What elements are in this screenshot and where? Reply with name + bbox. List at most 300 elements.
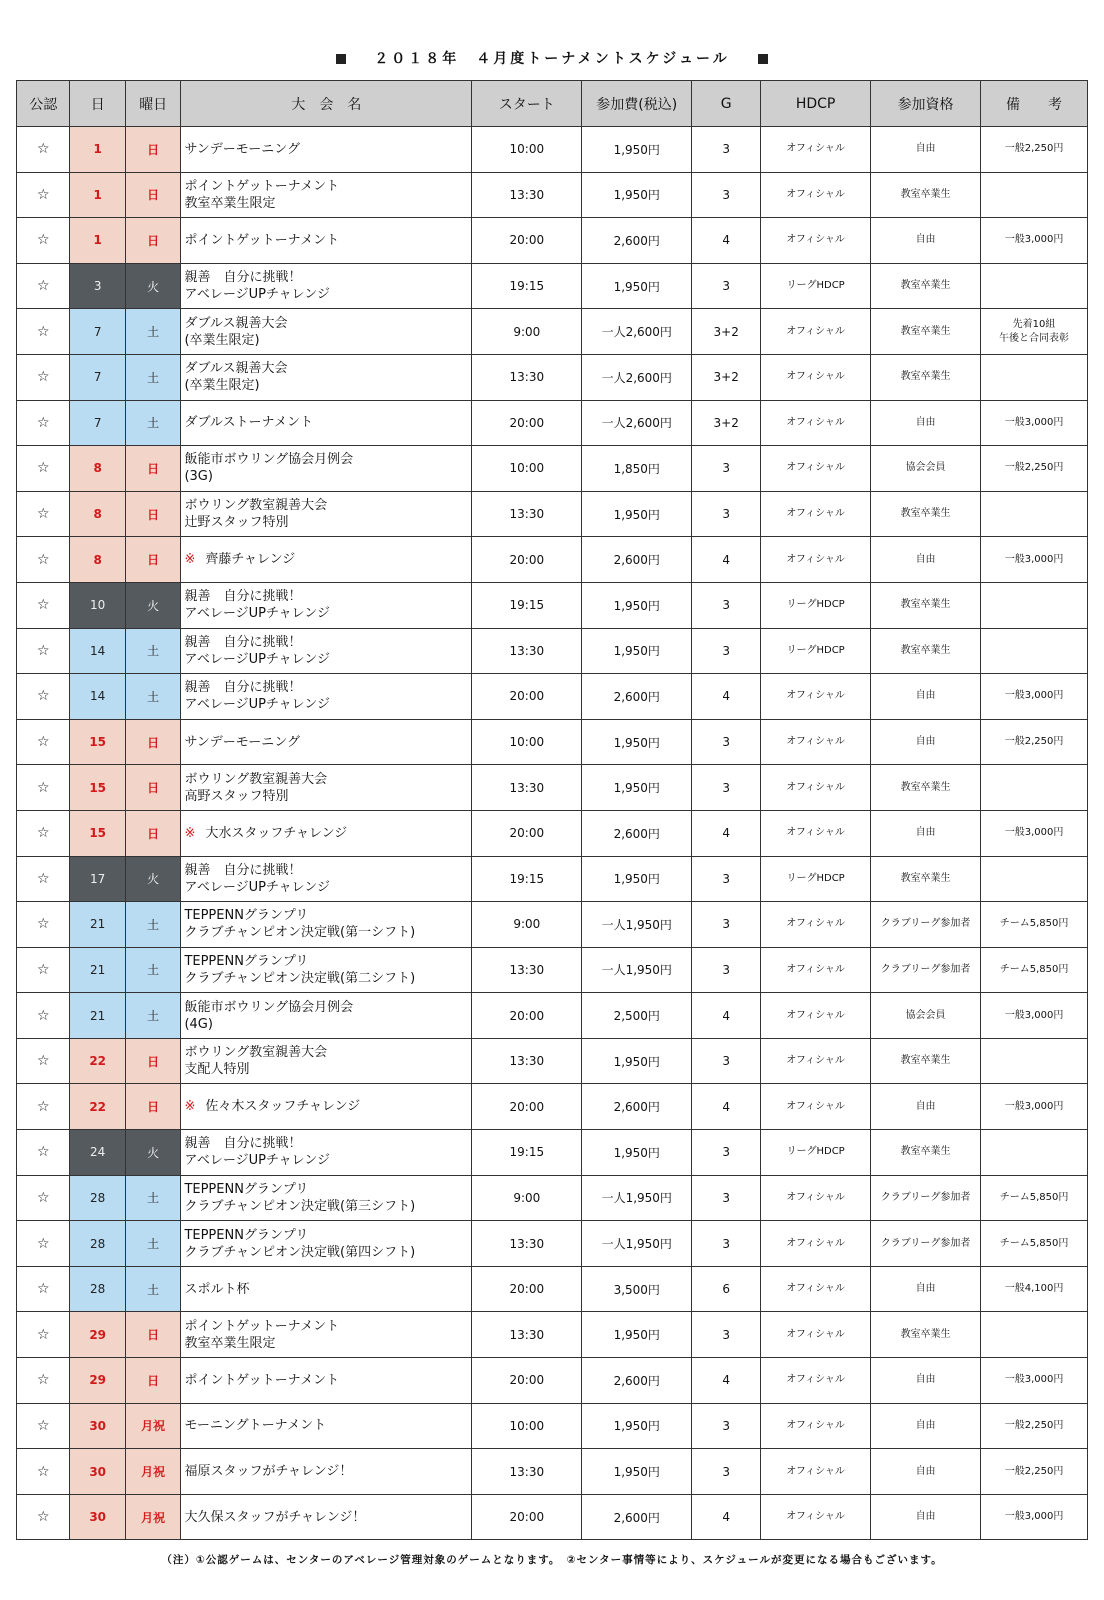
day-cell: 28 [70,1221,126,1267]
weekday-cell: 土 [125,1221,181,1267]
day-cell: 8 [70,491,126,537]
certified-star-icon: ☆ [17,172,70,218]
qualification-cell: 自由 [871,537,981,583]
notes-cell [981,765,1088,811]
hdcp-cell: オフィシャル [761,172,871,218]
games-cell: 4 [692,993,761,1039]
fee-cell: 1,950円 [582,1403,692,1449]
notes-cell [981,1038,1088,1084]
event-name-line: TEPPENNグランプリ [184,908,309,924]
note-line: チーム5,850円 [999,963,1069,975]
qualification-cell: 教室卒業生 [871,582,981,628]
start-time-cell: 10:00 [472,127,582,173]
event-name-line: サンデーモーニング [184,141,301,157]
special-mark: ※ [184,825,196,841]
games-cell: 3 [692,1038,761,1084]
weekday-cell: 日 [125,1358,181,1404]
event-name-line: ダブルストーナメント [184,415,314,431]
games-cell: 3+2 [692,354,761,400]
start-time-cell: 9:00 [472,309,582,355]
notes-cell [981,902,1088,948]
notes-cell [981,947,1088,993]
start-time-cell: 13:30 [472,172,582,218]
event-name-cell [181,172,472,218]
certified-star-icon: ☆ [17,491,70,537]
page-title [0,48,1104,68]
qualification-cell: 教室卒業生 [871,1312,981,1358]
qualification-cell: 教室卒業生 [871,1130,981,1176]
qualification-cell: クラブリーグ参加者 [871,947,981,993]
event-name-cell [181,1358,472,1404]
certified-star-icon: ☆ [17,354,70,400]
qualification-cell: 協会会員 [871,446,981,492]
certified-star-icon: ☆ [17,810,70,856]
weekday-cell: 日 [125,446,181,492]
fee-cell: 1,950円 [582,1130,692,1176]
hdcp-cell: オフィシャル [761,1449,871,1495]
certified-star-icon: ☆ [17,1403,70,1449]
hdcp-cell: オフィシャル [761,1175,871,1221]
start-time-cell: 20:00 [472,1084,582,1130]
note-line: 一般3,000円 [1004,690,1064,702]
event-name-cell [181,1084,472,1130]
hdcp-cell: オフィシャル [761,810,871,856]
notes-cell [981,1130,1088,1176]
qualification-cell: 協会会員 [871,993,981,1039]
note-line: 一般3,000円 [1004,827,1064,839]
hdcp-cell: オフィシャル [761,309,871,355]
certified-star-icon: ☆ [17,263,70,309]
qualification-cell: 自由 [871,1449,981,1495]
event-name-cell [181,446,472,492]
event-name-line: 教室卒業生限定 [184,195,276,211]
games-cell: 3 [692,1312,761,1358]
hdcp-cell: オフィシャル [761,1358,871,1404]
event-name-line: 大水スタッフチャレンジ [205,825,348,841]
fee-cell: 1,950円 [582,582,692,628]
hdcp-cell: リーグHDCP [761,1130,871,1176]
qualification-cell: クラブリーグ参加者 [871,1175,981,1221]
day-cell: 22 [70,1038,126,1084]
hdcp-cell: オフィシャル [761,354,871,400]
certified-star-icon: ☆ [17,1175,70,1221]
qualification-cell: 教室卒業生 [871,491,981,537]
start-time-cell: 13:30 [472,1449,582,1495]
table-body [17,127,1088,1540]
note-line: チーム5,850円 [999,918,1069,930]
games-cell: 3 [692,263,761,309]
day-cell: 17 [70,856,126,902]
day-cell: 10 [70,582,126,628]
note-line: 一般3,000円 [1004,1100,1064,1112]
note-line: 午後と合同表彰 [999,332,1070,344]
hdcp-cell: オフィシャル [761,218,871,264]
event-name-line: ポイントゲットーナメント [184,1372,340,1388]
event-name-line: ポイントゲットーナメント [184,178,340,194]
table-row [17,1084,1088,1130]
notes-cell [981,993,1088,1039]
start-time-cell: 20:00 [472,1358,582,1404]
event-name-cell [181,856,472,902]
qualification-cell: 教室卒業生 [871,263,981,309]
notes-cell [981,856,1088,902]
qualification-cell: 教室卒業生 [871,309,981,355]
weekday-cell: 月祝 [125,1494,181,1540]
event-name-line: 親善 自分に挑戦！ [184,270,302,286]
event-name-cell [181,1494,472,1540]
games-cell: 4 [692,218,761,264]
fee-cell: 一人1,950円 [582,1175,692,1221]
note-line: チーム5,850円 [999,1237,1069,1249]
games-cell: 6 [692,1266,761,1312]
day-cell: 30 [70,1494,126,1540]
event-name-cell [181,1038,472,1084]
hdcp-cell: オフィシャル [761,1312,871,1358]
event-name-line: モーニングトーナメント [184,1418,327,1434]
table-row [17,1312,1088,1358]
certified-star-icon: ☆ [17,1130,70,1176]
fee-cell: 1,950円 [582,1312,692,1358]
note-line: 一般3,000円 [1004,1511,1064,1523]
event-name-line: 佐々木スタッフチャレンジ [205,1099,361,1115]
fee-cell: 2,600円 [582,537,692,583]
fee-cell: 1,950円 [582,856,692,902]
hdcp-cell: オフィシャル [761,537,871,583]
event-name-line: アベレージUPチャレンジ [184,1153,330,1169]
games-cell: 3 [692,1130,761,1176]
weekday-cell: 火 [125,582,181,628]
certified-star-icon: ☆ [17,1221,70,1267]
table-row [17,491,1088,537]
fee-cell: 1,950円 [582,491,692,537]
event-name-line: サンデーモーニング [184,734,301,750]
square-bullet-icon [758,54,768,64]
note-line: 一般2,250円 [1004,736,1064,748]
event-name-cell [181,810,472,856]
day-cell: 8 [70,537,126,583]
day-cell: 14 [70,674,126,720]
notes-cell [981,127,1088,173]
event-name-line: (卒業生限定) [184,332,260,348]
day-cell: 8 [70,446,126,492]
event-name-line: ボウリング教室親善大会 [184,498,328,514]
start-time-cell: 9:00 [472,902,582,948]
note-line: チーム5,850円 [999,1191,1069,1203]
column-header-fee: 参加費(税込) [582,81,692,127]
games-cell: 3 [692,902,761,948]
fee-cell: 1,950円 [582,172,692,218]
qualification-cell: 自由 [871,674,981,720]
certified-star-icon: ☆ [17,1358,70,1404]
event-name-line: TEPPENNグランプリ [184,953,309,969]
column-header-games: G [692,81,761,127]
games-cell: 3 [692,719,761,765]
event-name-line: (4G) [184,1016,213,1032]
event-name-cell [181,400,472,446]
qualification-cell: クラブリーグ参加者 [871,1221,981,1267]
certified-star-icon: ☆ [17,1312,70,1358]
note-line: 一般3,000円 [1004,553,1064,565]
start-time-cell: 13:30 [472,354,582,400]
notes-cell [981,446,1088,492]
fee-cell: 一人2,600円 [582,309,692,355]
fee-cell: 2,600円 [582,1494,692,1540]
event-name-line: 福原スタッフがチャレンジ！ [184,1464,353,1480]
hdcp-cell: リーグHDCP [761,628,871,674]
qualification-cell: 教室卒業生 [871,1038,981,1084]
event-name-cell [181,1130,472,1176]
special-mark: ※ [184,552,196,568]
fee-cell: 一人2,600円 [582,400,692,446]
event-name-cell [181,1266,472,1312]
table-row [17,537,1088,583]
certified-star-icon: ☆ [17,628,70,674]
qualification-cell: 自由 [871,810,981,856]
event-name-line: 齊藤チャレンジ [205,552,296,568]
weekday-cell: 日 [125,765,181,811]
day-cell: 21 [70,947,126,993]
hdcp-cell: オフィシャル [761,1403,871,1449]
qualification-cell: 教室卒業生 [871,628,981,674]
hdcp-cell: オフィシャル [761,1494,871,1540]
notes-cell [981,582,1088,628]
start-time-cell: 20:00 [472,810,582,856]
notes-cell [981,719,1088,765]
table-row [17,127,1088,173]
day-cell: 28 [70,1266,126,1312]
event-name-cell [181,902,472,948]
table-row [17,1038,1088,1084]
start-time-cell: 20:00 [472,537,582,583]
hdcp-cell: オフィシャル [761,446,871,492]
games-cell: 4 [692,537,761,583]
event-name-cell [181,1449,472,1495]
table-row [17,1358,1088,1404]
certified-star-icon: ☆ [17,446,70,492]
day-cell: 15 [70,719,126,765]
qualification-cell: 自由 [871,218,981,264]
table-row [17,400,1088,446]
notes-cell [981,1175,1088,1221]
notes-cell [981,218,1088,264]
notes-cell [981,1084,1088,1130]
notes-cell [981,400,1088,446]
table-row [17,810,1088,856]
day-cell: 30 [70,1403,126,1449]
event-name-line: ダブルス親善大会 [184,361,288,377]
fee-cell: 一人1,950円 [582,902,692,948]
fee-cell: 1,950円 [582,628,692,674]
table-row [17,1221,1088,1267]
start-time-cell: 20:00 [472,993,582,1039]
notes-cell [981,1358,1088,1404]
games-cell: 4 [692,1358,761,1404]
event-name-line: スポルト杯 [184,1281,250,1297]
note-line: 先着10組 [1012,318,1056,330]
title-text: ２０１８年 ４月度トーナメントスケジュール [374,51,730,67]
certified-star-icon: ☆ [17,309,70,355]
column-header-hdcp: HDCP [761,81,871,127]
day-cell: 21 [70,902,126,948]
fee-cell: 2,600円 [582,1358,692,1404]
event-name-cell [181,674,472,720]
weekday-cell: 火 [125,856,181,902]
tournament-schedule-table [16,80,1088,1540]
weekday-cell: 日 [125,172,181,218]
weekday-cell: 土 [125,354,181,400]
fee-cell: 1,950円 [582,765,692,811]
weekday-cell: 月祝 [125,1449,181,1495]
games-cell: 3 [692,446,761,492]
certified-star-icon: ☆ [17,674,70,720]
event-name-line: (卒業生限定) [184,378,260,394]
start-time-cell: 9:00 [472,1175,582,1221]
hdcp-cell: リーグHDCP [761,263,871,309]
event-name-cell [181,993,472,1039]
table-row [17,172,1088,218]
certified-star-icon: ☆ [17,947,70,993]
start-time-cell: 19:15 [472,856,582,902]
column-header-start: スタート [472,81,582,127]
event-name-cell [181,537,472,583]
event-name-line: ダブルス親善大会 [184,315,288,331]
fee-cell: 1,950円 [582,1038,692,1084]
day-cell: 28 [70,1175,126,1221]
qualification-cell: 自由 [871,1358,981,1404]
note-line: 一般3,000円 [1004,1009,1064,1021]
qualification-cell: クラブリーグ参加者 [871,902,981,948]
table-row [17,263,1088,309]
event-name-line: ボウリング教室親善大会 [184,1045,328,1061]
column-header-qualification: 参加資格 [871,81,981,127]
games-cell: 3 [692,856,761,902]
event-name-line: ポイントゲットーナメント [184,232,340,248]
start-time-cell: 19:15 [472,582,582,628]
games-cell: 3 [692,172,761,218]
games-cell: 3 [692,127,761,173]
event-name-cell [181,491,472,537]
event-name-line: ボウリング教室親善大会 [184,771,328,787]
hdcp-cell: オフィシャル [761,719,871,765]
qualification-cell: 教室卒業生 [871,354,981,400]
note-line: 一般2,250円 [1004,143,1064,155]
event-name-cell [181,1221,472,1267]
day-cell: 29 [70,1312,126,1358]
table-row [17,354,1088,400]
weekday-cell: 日 [125,537,181,583]
day-cell: 21 [70,993,126,1039]
games-cell: 3 [692,628,761,674]
certified-star-icon: ☆ [17,537,70,583]
hdcp-cell: リーグHDCP [761,856,871,902]
event-name-line: 親善 自分に挑戦！ [184,680,302,696]
hdcp-cell: オフィシャル [761,1038,871,1084]
weekday-cell: 土 [125,674,181,720]
qualification-cell: 教室卒業生 [871,172,981,218]
table-row [17,1130,1088,1176]
note-line: 一般2,250円 [1004,462,1064,474]
certified-star-icon: ☆ [17,1084,70,1130]
table-row [17,309,1088,355]
table-row [17,719,1088,765]
note-line: 一般3,000円 [1004,234,1064,246]
note-line: 一般3,000円 [1004,1374,1064,1386]
square-bullet-icon [336,54,346,64]
event-name-line: 教室卒業生限定 [184,1335,276,1351]
certified-star-icon: ☆ [17,218,70,264]
event-name-line: 親善 自分に挑戦！ [184,1136,302,1152]
table-row [17,1494,1088,1540]
hdcp-cell: オフィシャル [761,1084,871,1130]
games-cell: 3 [692,947,761,993]
table-row [17,582,1088,628]
weekday-cell: 土 [125,309,181,355]
note-line: 一般4,100円 [1004,1283,1064,1295]
certified-star-icon: ☆ [17,127,70,173]
start-time-cell: 20:00 [472,674,582,720]
notes-cell [981,1312,1088,1358]
table-row [17,765,1088,811]
event-name-line: ポイントゲットーナメント [184,1318,340,1334]
games-cell: 4 [692,1084,761,1130]
hdcp-cell: オフィシャル [761,765,871,811]
qualification-cell: 自由 [871,127,981,173]
start-time-cell: 13:30 [472,1221,582,1267]
day-cell: 3 [70,263,126,309]
certified-star-icon: ☆ [17,400,70,446]
games-cell: 4 [692,674,761,720]
event-name-cell [181,947,472,993]
event-name-line: アベレージUPチャレンジ [184,606,330,622]
fee-cell: 2,600円 [582,810,692,856]
day-cell: 30 [70,1449,126,1495]
start-time-cell: 19:15 [472,1130,582,1176]
hdcp-cell: オフィシャル [761,947,871,993]
certified-star-icon: ☆ [17,1449,70,1495]
certified-star-icon: ☆ [17,993,70,1039]
day-cell: 7 [70,309,126,355]
event-name-line: クラブチャンピオン決定戦(第三シフト) [184,1198,416,1214]
note-line: 一般2,250円 [1004,1465,1064,1477]
event-name-cell [181,582,472,628]
event-name-line: 親善 自分に挑戦！ [184,634,302,650]
event-name-line: 親善 自分に挑戦！ [184,862,302,878]
games-cell: 3+2 [692,400,761,446]
hdcp-cell: オフィシャル [761,491,871,537]
event-name-line: 高野スタッフ特別 [184,788,289,804]
day-cell: 29 [70,1358,126,1404]
event-name-line: アベレージUPチャレンジ [184,651,330,667]
column-header-day: 日 [70,81,126,127]
fee-cell: 1,950円 [582,127,692,173]
games-cell: 4 [692,810,761,856]
weekday-cell: 土 [125,1266,181,1312]
notes-cell [981,172,1088,218]
event-name-line: TEPPENNグランプリ [184,1227,309,1243]
fee-cell: 3,500円 [582,1266,692,1312]
hdcp-cell: オフィシャル [761,127,871,173]
column-header-notes: 備 考 [981,81,1088,127]
fee-cell: 2,600円 [582,218,692,264]
qualification-cell: 自由 [871,1403,981,1449]
start-time-cell: 13:30 [472,491,582,537]
day-cell: 7 [70,400,126,446]
start-time-cell: 19:15 [472,263,582,309]
event-name-cell [181,218,472,264]
event-name-cell [181,127,472,173]
start-time-cell: 13:30 [472,1312,582,1358]
day-cell: 15 [70,810,126,856]
